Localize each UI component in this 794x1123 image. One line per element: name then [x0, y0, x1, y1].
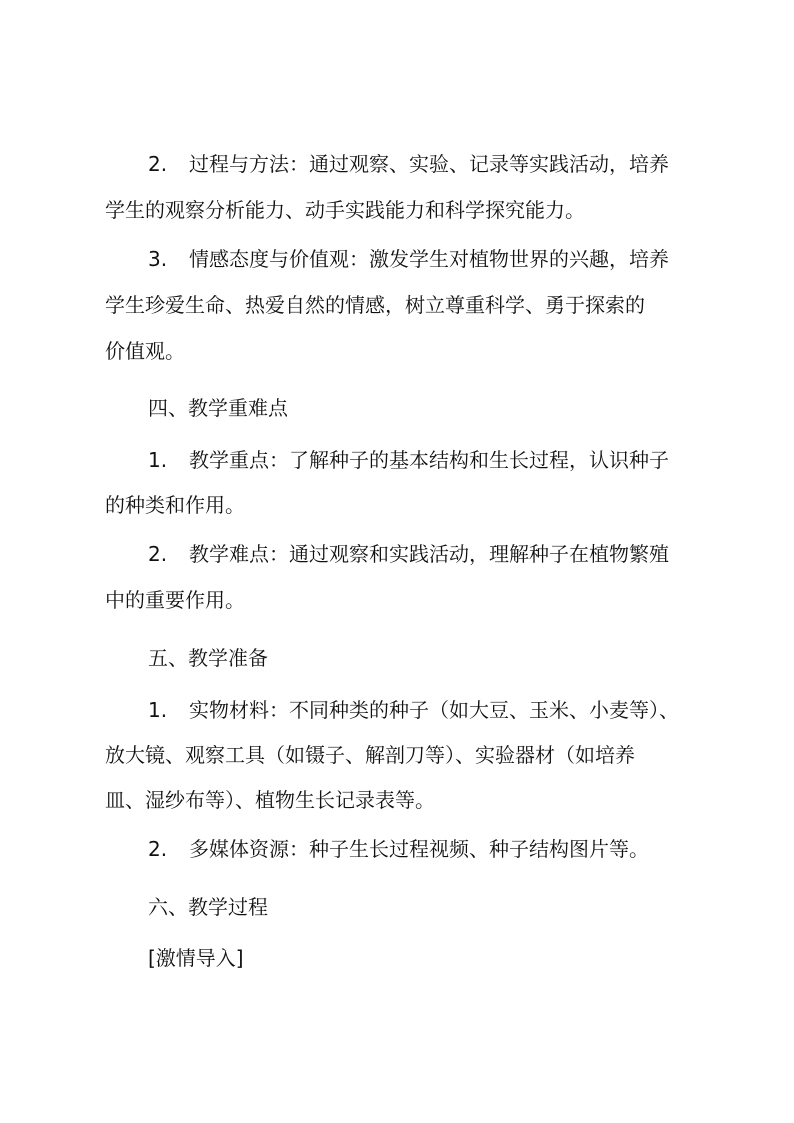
list-item-multimedia-line-1 — [148, 835, 649, 863]
list-number: 2. — [148, 837, 168, 861]
list-item-key-points-line-2: 的种类和作用。 — [105, 493, 245, 517]
section-heading-5: 五、教学准备 — [148, 646, 268, 670]
text: 教学重点：了解种子的基本结构和生长过程，认识种子 — [189, 448, 669, 472]
list-item-3-line-3: 价值观。 — [105, 339, 185, 363]
list-item-3-line-1 — [148, 245, 669, 273]
list-number: 2. — [148, 152, 168, 176]
section-heading-6: 六、教学过程 — [148, 895, 268, 919]
list-number: 1. — [148, 448, 168, 472]
list-item-difficulties-line-2: 中的重要作用。 — [105, 588, 245, 612]
list-number: 2. — [148, 542, 168, 566]
text: 实物材料：不同种类的种子（如大豆、玉米、小麦等）、 — [189, 698, 679, 722]
text: 教学难点：通过观察和实践活动，理解种子在植物繁殖 — [189, 542, 669, 566]
list-number: 1. — [148, 698, 168, 722]
list-item-key-points-line-1 — [148, 446, 669, 474]
list-item-materials-line-1 — [148, 696, 679, 724]
list-number: 3. — [148, 247, 168, 271]
text: 过程与方法：通过观察、实验、记录等实践活动，培养 — [189, 152, 669, 176]
list-item-2-line-2: 学生的观察分析能力、动手实践能力和科学探究能力。 — [105, 198, 585, 222]
list-item-2-line-1 — [148, 150, 669, 178]
text: 多媒体资源：种子生长过程视频、种子结构图片等。 — [189, 837, 649, 861]
list-item-materials-line-3: 皿、湿纱布等）、植物生长记录表等。 — [105, 788, 435, 812]
list-item-3-line-2: 学生珍爱生命、热爱自然的情感，树立尊重科学、勇于探索的 — [105, 293, 645, 317]
section-heading-4: 四、教学重难点 — [148, 396, 288, 420]
list-item-difficulties-line-1 — [148, 540, 669, 568]
list-item-materials-line-2: 放大镜、观察工具（如镊子、解剖刀等）、实验器材（如培养 — [105, 743, 635, 767]
subsection-heading-intro: [激情导入] — [148, 946, 244, 970]
text: 情感态度与价值观：激发学生对植物世界的兴趣，培养 — [189, 247, 669, 271]
